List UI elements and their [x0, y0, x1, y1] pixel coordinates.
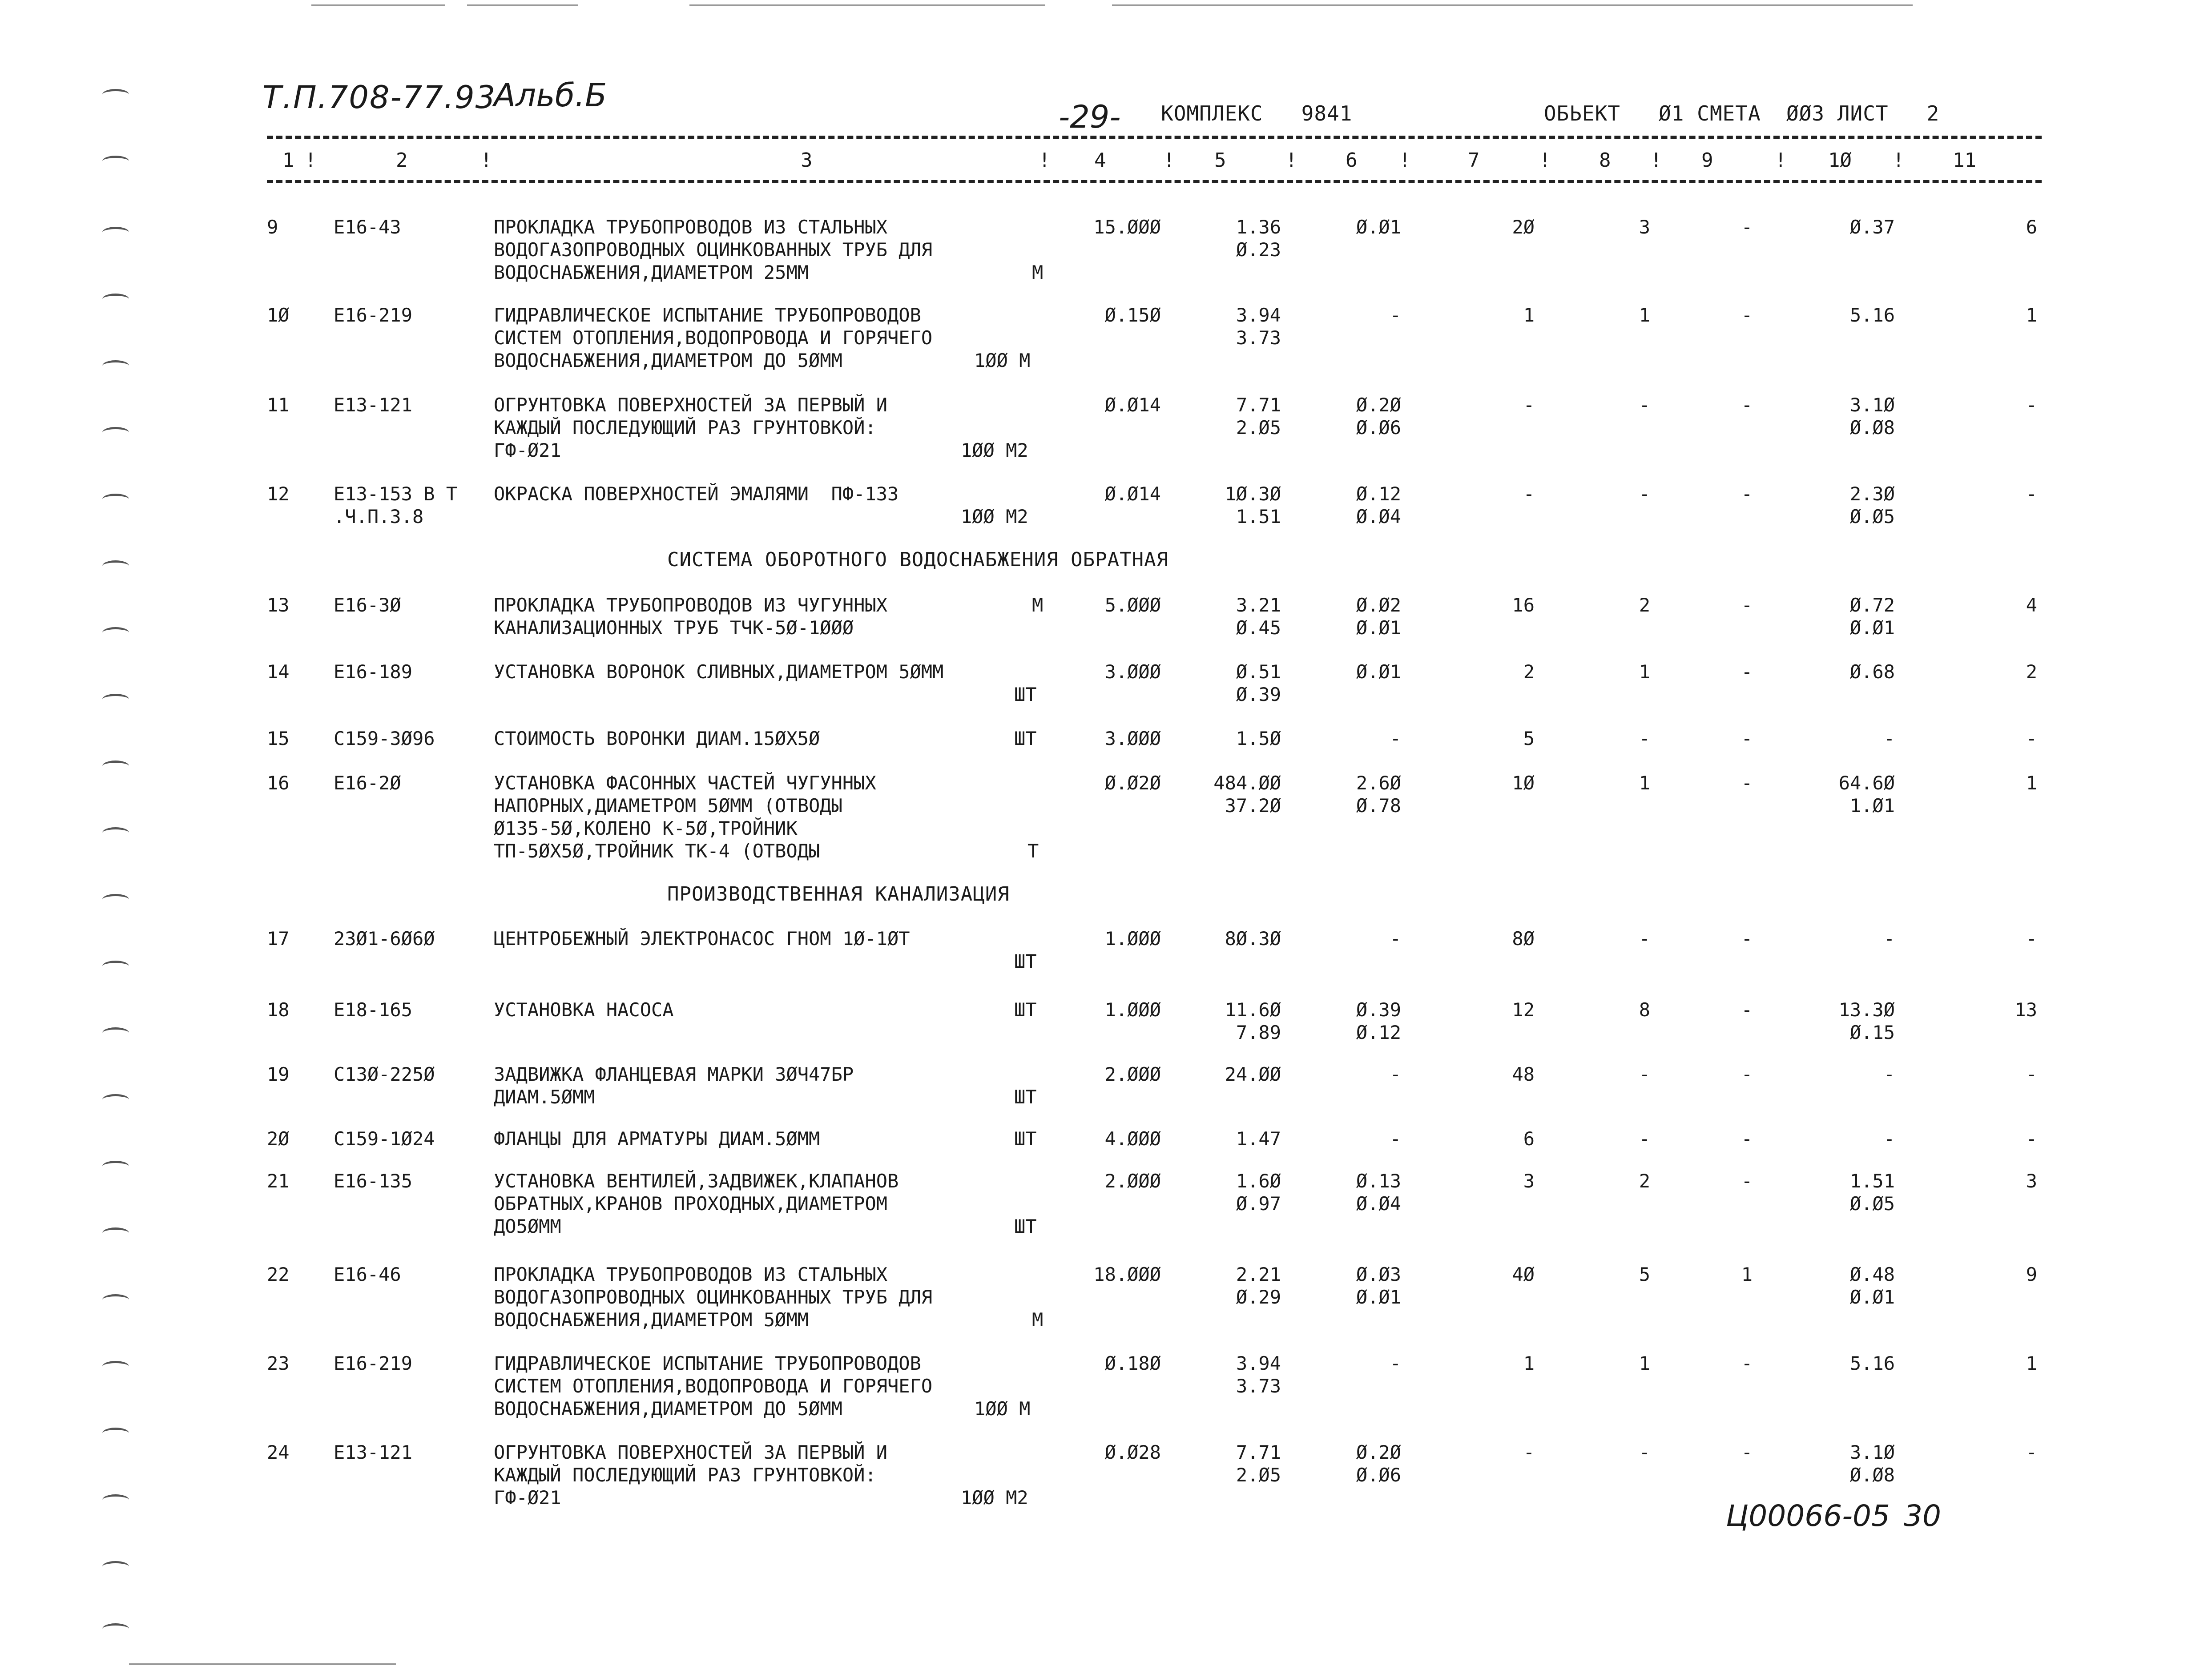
- header-divider: [267, 180, 2042, 183]
- column-7-value: 3: [1523, 1170, 1535, 1192]
- column-10-value: 64.6Ø 1.Ø1: [1838, 772, 1895, 817]
- work-description: ОКРАСКА ПОВЕРХНОСТЕЙ ЭМАЛЯМИ ПФ-133: [494, 483, 899, 505]
- column-9-value: -: [1741, 1441, 1753, 1463]
- column-10-value: -: [1883, 1128, 1895, 1150]
- column-8-value: -: [1639, 1128, 1650, 1150]
- document-reference: Т.П.708-77.93: [262, 79, 496, 116]
- rate-code: Е16-189: [334, 661, 413, 683]
- column-8-value: -: [1639, 728, 1650, 749]
- work-description: ФЛАНЦЫ ДЛЯ АРМАТУРЫ ДИАМ.5ØММ: [494, 1128, 820, 1150]
- section-heading: СИСТЕМА ОБОРОТНОГО ВОДОСНАБЖЕНИЯ ОБРАТНАЯ: [667, 548, 1169, 571]
- sheet-number: 30: [1904, 1499, 1941, 1533]
- rate-code: С159-3Ø96: [334, 728, 435, 749]
- column-11-value: -: [2026, 1063, 2037, 1085]
- column-5-value: 1.36 Ø.23: [1236, 216, 1281, 261]
- column-8-value: 1: [1639, 304, 1650, 326]
- rate-code: Е16-2Ø: [334, 772, 401, 794]
- column-number: 2: [396, 149, 408, 172]
- quantity: Ø.15Ø: [1104, 304, 1161, 326]
- column-5-value: 484.ØØ 37.2Ø: [1213, 772, 1281, 817]
- archive-stamp: Ц00066-05: [1726, 1499, 1890, 1533]
- unit-of-measure: 1ØØ М: [974, 1398, 1031, 1420]
- column-9-value: -: [1741, 1352, 1753, 1374]
- column-10-value: 2.3Ø Ø.Ø5: [1849, 483, 1895, 527]
- unit-of-measure: М: [1032, 262, 1044, 283]
- column-7-value: 1: [1523, 1352, 1535, 1374]
- column-5-value: 24.ØØ: [1225, 1063, 1281, 1085]
- column-5-value: 3.21 Ø.45: [1236, 594, 1281, 639]
- unit-of-measure: ШТ: [1014, 999, 1037, 1021]
- work-description: УСТАНОВКА ВЕНТИЛЕЙ,ЗАДВИЖЕК,КЛАПАНОВ ОБРАТНЫХ,КРАНОВ ПРОХОДНЫХ,ДИАМЕТРОМ ДО5ØММ: [494, 1170, 899, 1237]
- column-number: 6: [1346, 149, 1358, 172]
- rate-code: Е13-121: [334, 1441, 413, 1463]
- work-description: УСТАНОВКА ФАСОННЫХ ЧАСТЕЙ ЧУГУННЫХ НАПОРНЫХ,ДИАМЕТРОМ 5ØММ (ОТВОДЫ Ø135-5Ø,КОЛЕНО К-5Ø,ТРОЙНИК ТП-5ØХ5Ø,ТРОЙНИК ТК-4 (ОТВОДЫ: [494, 772, 876, 862]
- quantity: 18.ØØØ: [1093, 1264, 1161, 1285]
- column-11-value: -: [2026, 483, 2037, 505]
- row-number: 19: [267, 1063, 290, 1085]
- column-11-value: 3: [2026, 1170, 2037, 1192]
- column-5-value: 1.5Ø: [1236, 728, 1281, 749]
- column-5-value: 1.47: [1236, 1128, 1281, 1150]
- column-number: 5: [1214, 149, 1226, 172]
- column-10-value: -: [1883, 928, 1895, 950]
- column-9-value: -: [1741, 304, 1753, 326]
- album-label: Альб.Б: [494, 76, 607, 114]
- quantity: 1.ØØØ: [1104, 999, 1161, 1021]
- unit-of-measure: ШТ: [1014, 1128, 1037, 1150]
- work-description: УСТАНОВКА ВОРОНОК СЛИВНЫХ,ДИАМЕТРОМ 5ØММ: [494, 661, 944, 683]
- column-11-value: 1: [2026, 1352, 2037, 1374]
- unit-of-measure: 1ØØ М: [974, 350, 1031, 371]
- row-number: 11: [267, 394, 290, 416]
- quantity: Ø.Ø28: [1104, 1441, 1161, 1463]
- work-description: ГИДРАВЛИЧЕСКОЕ ИСПЫТАНИЕ ТРУБОПРОВОДОВ СИСТЕМ ОТОПЛЕНИЯ,ВОДОПРОВОДА И ГОРЯЧЕГО ВОДОСНАБЖЕНИЯ,ДИАМЕТРОМ ДО 5ØММ: [494, 304, 933, 371]
- column-5-value: 7.71 2.Ø5: [1236, 1441, 1281, 1486]
- quantity: 4.ØØØ: [1104, 1128, 1161, 1150]
- column-6-value: -: [1390, 1128, 1401, 1150]
- quantity: 3.ØØØ: [1104, 661, 1161, 683]
- row-number: 14: [267, 661, 290, 683]
- column-number-row: 1 ! 2 ! 3 ! 4 ! 5 ! 6 ! 7 ! 8 ! 9 ! 1Ø ! 11: [282, 149, 1976, 172]
- column-5-value: 7.71 2.Ø5: [1236, 394, 1281, 439]
- column-6-value: Ø.Ø3 Ø.Ø1: [1356, 1264, 1401, 1308]
- column-7-value: 2: [1523, 661, 1535, 683]
- rate-code: Е16-3Ø: [334, 594, 401, 616]
- column-9-value: -: [1741, 728, 1753, 749]
- column-8-value: -: [1639, 394, 1650, 416]
- column-9-value: -: [1741, 772, 1753, 794]
- column-11-value: 13: [2015, 999, 2037, 1021]
- column-7-value: 1: [1523, 304, 1535, 326]
- unit-of-measure: 1ØØ М2: [961, 439, 1028, 461]
- row-number: 16: [267, 772, 290, 794]
- column-number: 7: [1468, 149, 1480, 172]
- quantity: Ø.Ø14: [1104, 483, 1161, 505]
- column-11-value: 9: [2026, 1264, 2037, 1285]
- rate-code: Е16-46: [334, 1264, 401, 1285]
- column-7-value: -: [1523, 483, 1535, 505]
- unit-of-measure: 1ØØ М2: [961, 506, 1028, 527]
- section-heading: ПРОИЗВОДСТВЕННАЯ КАНАЛИЗАЦИЯ: [667, 883, 1010, 905]
- header-divider: [267, 136, 2042, 139]
- column-8-value: -: [1639, 1063, 1650, 1085]
- column-5-value: 3.94 3.73: [1236, 1352, 1281, 1397]
- column-7-value: 4Ø: [1512, 1264, 1535, 1285]
- rate-code: Е16-43: [334, 216, 401, 238]
- column-7-value: 2Ø: [1512, 216, 1535, 238]
- rate-code: Е13-121: [334, 394, 413, 416]
- column-11-value: 2: [2026, 661, 2037, 683]
- column-10-value: -: [1883, 728, 1895, 749]
- scan-edge-line: [689, 4, 1045, 6]
- column-6-value: Ø.Ø2 Ø.Ø1: [1356, 594, 1401, 639]
- column-7-value: 12: [1512, 999, 1535, 1021]
- column-number: 11: [1953, 149, 1976, 172]
- column-6-value: 2.6Ø Ø.78: [1356, 772, 1401, 817]
- column-10-value: Ø.48 Ø.Ø1: [1849, 1264, 1895, 1308]
- work-description: СТОИМОСТЬ ВОРОНКИ ДИАМ.15ØХ5Ø: [494, 728, 820, 749]
- row-number: 17: [267, 928, 290, 950]
- row-number: 24: [267, 1441, 290, 1463]
- row-number: 18: [267, 999, 290, 1021]
- column-11-value: 4: [2026, 594, 2037, 616]
- column-11-value: -: [2026, 928, 2037, 950]
- quantity: 15.ØØØ: [1093, 216, 1161, 238]
- column-5-value: Ø.51 Ø.39: [1236, 661, 1281, 705]
- column-5-value: 2.21 Ø.29: [1236, 1264, 1281, 1308]
- column-11-value: -: [2026, 1441, 2037, 1463]
- column-11-value: 1: [2026, 772, 2037, 794]
- column-8-value: -: [1639, 483, 1650, 505]
- binding-margin: [102, 80, 138, 1637]
- column-5-value: 11.6Ø 7.89: [1225, 999, 1281, 1043]
- quantity: 2.ØØØ: [1104, 1063, 1161, 1085]
- column-7-value: 5: [1523, 728, 1535, 749]
- unit-of-measure: М: [1032, 594, 1044, 616]
- scan-edge-line: [467, 4, 578, 6]
- rate-code: Е16-219: [334, 304, 413, 326]
- work-description: ОГРУНТОВКА ПОВЕРХНОСТЕЙ ЗА ПЕРВЫЙ И КАЖДЫЙ ПОСЛЕДУЮЩИЙ РАЗ ГРУНТОВКОЙ: ГФ-Ø21: [494, 1441, 888, 1509]
- unit-of-measure: ШТ: [1014, 950, 1037, 972]
- column-7-value: 1Ø: [1512, 772, 1535, 794]
- column-9-value: -: [1741, 1170, 1753, 1192]
- column-6-value: Ø.12 Ø.Ø4: [1356, 483, 1401, 527]
- column-8-value: 1: [1639, 772, 1650, 794]
- unit-of-measure: М: [1032, 1309, 1044, 1331]
- column-7-value: 16: [1512, 594, 1535, 616]
- column-10-value: Ø.68: [1849, 661, 1895, 683]
- column-11-value: -: [2026, 394, 2037, 416]
- rate-code: С13Ø-225Ø: [334, 1063, 435, 1085]
- column-9-value: -: [1741, 483, 1753, 505]
- column-6-value: Ø.13 Ø.Ø4: [1356, 1170, 1401, 1215]
- column-6-value: Ø.39 Ø.12: [1356, 999, 1401, 1043]
- row-number: 23: [267, 1352, 290, 1374]
- column-7-value: 48: [1512, 1063, 1535, 1085]
- column-6-value: -: [1390, 1352, 1401, 1374]
- column-11-value: -: [2026, 728, 2037, 749]
- column-10-value: 13.3Ø Ø.15: [1838, 999, 1895, 1043]
- row-number: 12: [267, 483, 290, 505]
- row-number: 15: [267, 728, 290, 749]
- work-description: ОГРУНТОВКА ПОВЕРХНОСТЕЙ ЗА ПЕРВЫЙ И КАЖДЫЙ ПОСЛЕДУЮЩИЙ РАЗ ГРУНТОВКОЙ: ГФ-Ø21: [494, 394, 888, 461]
- column-7-value: -: [1523, 394, 1535, 416]
- column-number: 1: [282, 149, 294, 172]
- row-number: 13: [267, 594, 290, 616]
- column-10-value: 5.16: [1849, 1352, 1895, 1374]
- column-8-value: 1: [1639, 1352, 1650, 1374]
- column-6-value: -: [1390, 304, 1401, 326]
- scan-edge-line: [129, 1663, 396, 1665]
- column-6-value: Ø.2Ø Ø.Ø6: [1356, 394, 1401, 439]
- quantity: 2.ØØØ: [1104, 1170, 1161, 1192]
- column-5-value: 1.6Ø Ø.97: [1236, 1170, 1281, 1215]
- column-10-value: 5.16: [1849, 304, 1895, 326]
- rate-code: Е16-219: [334, 1352, 413, 1374]
- column-9-value: -: [1741, 999, 1753, 1021]
- quantity: Ø.18Ø: [1104, 1352, 1161, 1374]
- column-5-value: 3.94 3.73: [1236, 304, 1281, 349]
- rate-code: Е18-165: [334, 999, 413, 1021]
- column-8-value: 3: [1639, 216, 1650, 238]
- column-10-value: 3.1Ø Ø.Ø8: [1849, 1441, 1895, 1486]
- column-6-value: Ø.2Ø Ø.Ø6: [1356, 1441, 1401, 1486]
- column-6-value: -: [1390, 1063, 1401, 1085]
- column-8-value: 1: [1639, 661, 1650, 683]
- work-description: ГИДРАВЛИЧЕСКОЕ ИСПЫТАНИЕ ТРУБОПРОВОДОВ СИСТЕМ ОТОПЛЕНИЯ,ВОДОПРОВОДА И ГОРЯЧЕГО ВОДОСНАБЖЕНИЯ,ДИАМЕТРОМ ДО 5ØММ: [494, 1352, 933, 1420]
- scan-edge-line: [1112, 4, 1913, 6]
- column-6-value: -: [1390, 928, 1401, 950]
- column-8-value: 5: [1639, 1264, 1650, 1285]
- column-8-value: 2: [1639, 594, 1650, 616]
- rate-code: С159-1Ø24: [334, 1128, 435, 1150]
- column-9-value: -: [1741, 1128, 1753, 1150]
- column-7-value: -: [1523, 1441, 1535, 1463]
- work-description: УСТАНОВКА НАСОСА: [494, 999, 674, 1021]
- unit-of-measure: Т: [1027, 840, 1039, 862]
- column-11-value: 1: [2026, 304, 2037, 326]
- column-6-value: Ø.Ø1: [1356, 216, 1401, 238]
- column-8-value: 2: [1639, 1170, 1650, 1192]
- column-9-value: -: [1741, 1063, 1753, 1085]
- column-10-value: Ø.72 Ø.Ø1: [1849, 594, 1895, 639]
- rate-code: 23Ø1-6Ø6Ø: [334, 928, 435, 950]
- column-5-value: 8Ø.3Ø: [1225, 928, 1281, 950]
- column-number: 3: [801, 149, 813, 172]
- column-8-value: -: [1639, 928, 1650, 950]
- quantity: Ø.Ø2Ø: [1104, 772, 1161, 794]
- work-description: ПРОКЛАДКА ТРУБОПРОВОДОВ ИЗ СТАЛЬНЫХ ВОДОГАЗОПРОВОДНЫХ ОЦИНКОВАННЫХ ТРУБ ДЛЯ ВОДОСНАБЖЕНИЯ,ДИАМЕТРОМ 5ØММ: [494, 1264, 933, 1331]
- column-10-value: -: [1883, 1063, 1895, 1085]
- column-9-value: -: [1741, 594, 1753, 616]
- column-number: 9: [1701, 149, 1713, 172]
- column-10-value: 3.1Ø Ø.Ø8: [1849, 394, 1895, 439]
- quantity: 1.ØØØ: [1104, 928, 1161, 950]
- rate-code: Е16-135: [334, 1170, 413, 1192]
- unit-of-measure: ШТ: [1014, 1086, 1037, 1108]
- row-number: 2Ø: [267, 1128, 290, 1150]
- unit-of-measure: ШТ: [1014, 728, 1037, 749]
- column-number: 1Ø: [1828, 149, 1852, 172]
- row-number: 21: [267, 1170, 290, 1192]
- column-7-value: 8Ø: [1512, 928, 1535, 950]
- column-6-value: -: [1390, 728, 1401, 749]
- column-8-value: -: [1639, 1441, 1650, 1463]
- work-description: ЦЕНТРОБЕЖНЫЙ ЭЛЕКТРОНАСОС ГНОМ 1Ø-1ØТ: [494, 928, 910, 950]
- quantity: 5.ØØØ: [1104, 594, 1161, 616]
- estimate-header-line: КОМПЛЕКС 9841 ОБЬЕКТ Ø1 СМЕТА ØØ3 ЛИСТ 2: [1161, 101, 1940, 125]
- column-10-value: Ø.37: [1849, 216, 1895, 238]
- column-9-value: 1: [1741, 1264, 1753, 1285]
- column-9-value: -: [1741, 661, 1753, 683]
- column-number: 4: [1094, 149, 1106, 172]
- row-number: 22: [267, 1264, 290, 1285]
- handwritten-page-number: -29-: [1059, 99, 1121, 135]
- column-9-value: -: [1741, 394, 1753, 416]
- unit-of-measure: 1ØØ М2: [961, 1487, 1028, 1509]
- scan-edge-line: [311, 4, 445, 6]
- column-11-value: -: [2026, 1128, 2037, 1150]
- work-description: ПРОКЛАДКА ТРУБОПРОВОДОВ ИЗ ЧУГУННЫХ КАНАЛИЗАЦИОННЫХ ТРУБ ТЧК-5Ø-1ØØØ: [494, 594, 888, 639]
- column-9-value: -: [1741, 928, 1753, 950]
- row-number: 1Ø: [267, 304, 290, 326]
- work-description: ПРОКЛАДКА ТРУБОПРОВОДОВ ИЗ СТАЛЬНЫХ ВОДОГАЗОПРОВОДНЫХ ОЦИНКОВАННЫХ ТРУБ ДЛЯ ВОДОСНАБЖЕНИЯ,ДИАМЕТРОМ 25ММ: [494, 216, 933, 283]
- rate-code: Е13-153 В Т .Ч.П.3.8: [334, 483, 458, 527]
- unit-of-measure: ШТ: [1014, 1215, 1037, 1237]
- row-number: 9: [267, 216, 278, 238]
- column-number: 8: [1599, 149, 1611, 172]
- quantity: 3.ØØØ: [1104, 728, 1161, 749]
- column-9-value: -: [1741, 216, 1753, 238]
- column-7-value: 6: [1523, 1128, 1535, 1150]
- column-5-value: 1Ø.3Ø 1.51: [1225, 483, 1281, 527]
- column-6-value: Ø.Ø1: [1356, 661, 1401, 683]
- quantity: Ø.Ø14: [1104, 394, 1161, 416]
- column-8-value: 8: [1639, 999, 1650, 1021]
- column-10-value: 1.51 Ø.Ø5: [1849, 1170, 1895, 1215]
- unit-of-measure: ШТ: [1014, 684, 1037, 705]
- work-description: ЗАДВИЖКА ФЛАНЦЕВАЯ МАРКИ 3ØЧ47БР ДИАМ.5ØММ: [494, 1063, 854, 1108]
- column-11-value: 6: [2026, 216, 2037, 238]
